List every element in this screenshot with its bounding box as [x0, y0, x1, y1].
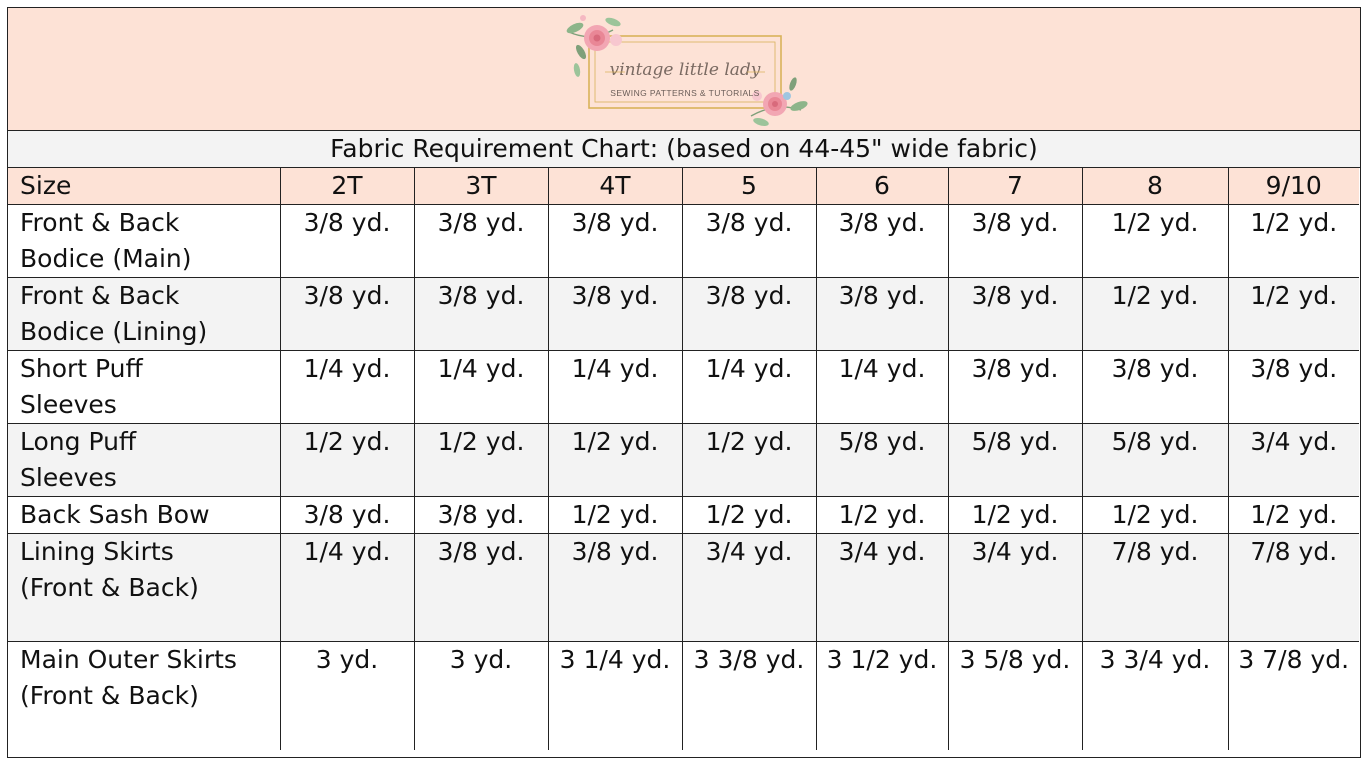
- header-size: Size: [8, 168, 280, 205]
- fabric-chart-sheet: [7, 7, 1361, 758]
- table-cell: 3/8 yd.: [414, 534, 548, 642]
- table-cell: 3/8 yd.: [948, 205, 1082, 278]
- row-label: Lining Skirts (Front & Back): [8, 534, 280, 642]
- table-cell: 1/2 yd.: [548, 424, 682, 497]
- fabric-requirement-table: [8, 168, 1359, 750]
- table-cell: 3 1/4 yd.: [548, 642, 682, 751]
- table-cell: 3/8 yd.: [414, 205, 548, 278]
- table-cell: 3/8 yd.: [816, 205, 948, 278]
- table-cell: 3 1/2 yd.: [816, 642, 948, 751]
- header-size-9-10: 9/10: [1228, 168, 1359, 205]
- header-size-2t: 2T: [280, 168, 414, 205]
- table-header-row: [8, 168, 1359, 205]
- table-row: [8, 534, 1359, 642]
- table-cell: 1/4 yd.: [280, 351, 414, 424]
- table-cell: 5/8 yd.: [948, 424, 1082, 497]
- table-cell: 3 7/8 yd.: [1228, 642, 1359, 751]
- table-cell: 1/2 yd.: [1228, 497, 1359, 534]
- table-cell: 1/4 yd.: [816, 351, 948, 424]
- table-cell: 3/8 yd.: [948, 351, 1082, 424]
- table-cell: 3/8 yd.: [280, 205, 414, 278]
- table-cell: 1/2 yd.: [1228, 278, 1359, 351]
- table-cell: 3 5/8 yd.: [948, 642, 1082, 751]
- table-cell: 1/2 yd.: [548, 497, 682, 534]
- table-cell: 1/4 yd.: [414, 351, 548, 424]
- table-row: [8, 497, 1359, 534]
- table-cell: 3 yd.: [280, 642, 414, 751]
- table-row: [8, 642, 1359, 751]
- row-label: Back Sash Bow: [8, 497, 280, 534]
- row-label: Front & Back Bodice (Main): [8, 205, 280, 278]
- header-size-8: 8: [1082, 168, 1228, 205]
- table-cell: 7/8 yd.: [1082, 534, 1228, 642]
- table-cell: 3/8 yd.: [682, 278, 816, 351]
- table-cell: 3/4 yd.: [816, 534, 948, 642]
- table-cell: 7/8 yd.: [1228, 534, 1359, 642]
- header-size-6: 6: [816, 168, 948, 205]
- table-cell: 3 3/8 yd.: [682, 642, 816, 751]
- logo-wordmark: vintage little lady: [609, 60, 761, 80]
- table-cell: 1/2 yd.: [682, 497, 816, 534]
- table-cell: 3 yd.: [414, 642, 548, 751]
- table-cell: 3/8 yd.: [280, 278, 414, 351]
- table-cell: 5/8 yd.: [816, 424, 948, 497]
- header-size-7: 7: [948, 168, 1082, 205]
- header-size-3t: 3T: [414, 168, 548, 205]
- header-size-5: 5: [682, 168, 816, 205]
- table-row: [8, 278, 1359, 351]
- table-cell: 3/4 yd.: [1228, 424, 1359, 497]
- table-row: [8, 351, 1359, 424]
- row-label: Main Outer Skirts (Front & Back): [8, 642, 280, 751]
- table-cell: 1/2 yd.: [1228, 205, 1359, 278]
- table-cell: 3/8 yd.: [548, 205, 682, 278]
- table-cell: 3/4 yd.: [682, 534, 816, 642]
- brand-banner: [8, 8, 1360, 131]
- table-cell: 3/8 yd.: [948, 278, 1082, 351]
- header-size-4t: 4T: [548, 168, 682, 205]
- table-cell: 1/4 yd.: [280, 534, 414, 642]
- brand-logo: [561, 12, 811, 128]
- table-cell: 1/2 yd.: [816, 497, 948, 534]
- table-cell: 1/2 yd.: [280, 424, 414, 497]
- chart-title: Fabric Requirement Chart: (based on 44-45" wide fabric): [8, 131, 1360, 168]
- table-cell: 3/8 yd.: [414, 278, 548, 351]
- table-cell: 3/8 yd.: [414, 497, 548, 534]
- row-label: Long Puff Sleeves: [8, 424, 280, 497]
- table-cell: 1/4 yd.: [682, 351, 816, 424]
- table-cell: 3/8 yd.: [548, 278, 682, 351]
- table-cell: 3/8 yd.: [682, 205, 816, 278]
- table-cell: 3/8 yd.: [1082, 351, 1228, 424]
- logo-tagline: SEWING PATTERNS & TUTORIALS: [610, 88, 760, 98]
- table-cell: 1/2 yd.: [414, 424, 548, 497]
- table-cell: 3 3/4 yd.: [1082, 642, 1228, 751]
- table-cell: 1/2 yd.: [682, 424, 816, 497]
- table-cell: 1/2 yd.: [1082, 497, 1228, 534]
- table-cell: 3/8 yd.: [280, 497, 414, 534]
- table-row: [8, 424, 1359, 497]
- table-cell: 3/8 yd.: [816, 278, 948, 351]
- row-label: Short Puff Sleeves: [8, 351, 280, 424]
- table-cell: 1/2 yd.: [1082, 205, 1228, 278]
- table-row: [8, 205, 1359, 278]
- table-cell: 1/4 yd.: [548, 351, 682, 424]
- table-cell: 3/8 yd.: [548, 534, 682, 642]
- table-cell: 1/2 yd.: [1082, 278, 1228, 351]
- table-cell: 3/8 yd.: [1228, 351, 1359, 424]
- row-label: Front & Back Bodice (Lining): [8, 278, 280, 351]
- table-cell: 5/8 yd.: [1082, 424, 1228, 497]
- table-cell: 1/2 yd.: [948, 497, 1082, 534]
- table-cell: 3/4 yd.: [948, 534, 1082, 642]
